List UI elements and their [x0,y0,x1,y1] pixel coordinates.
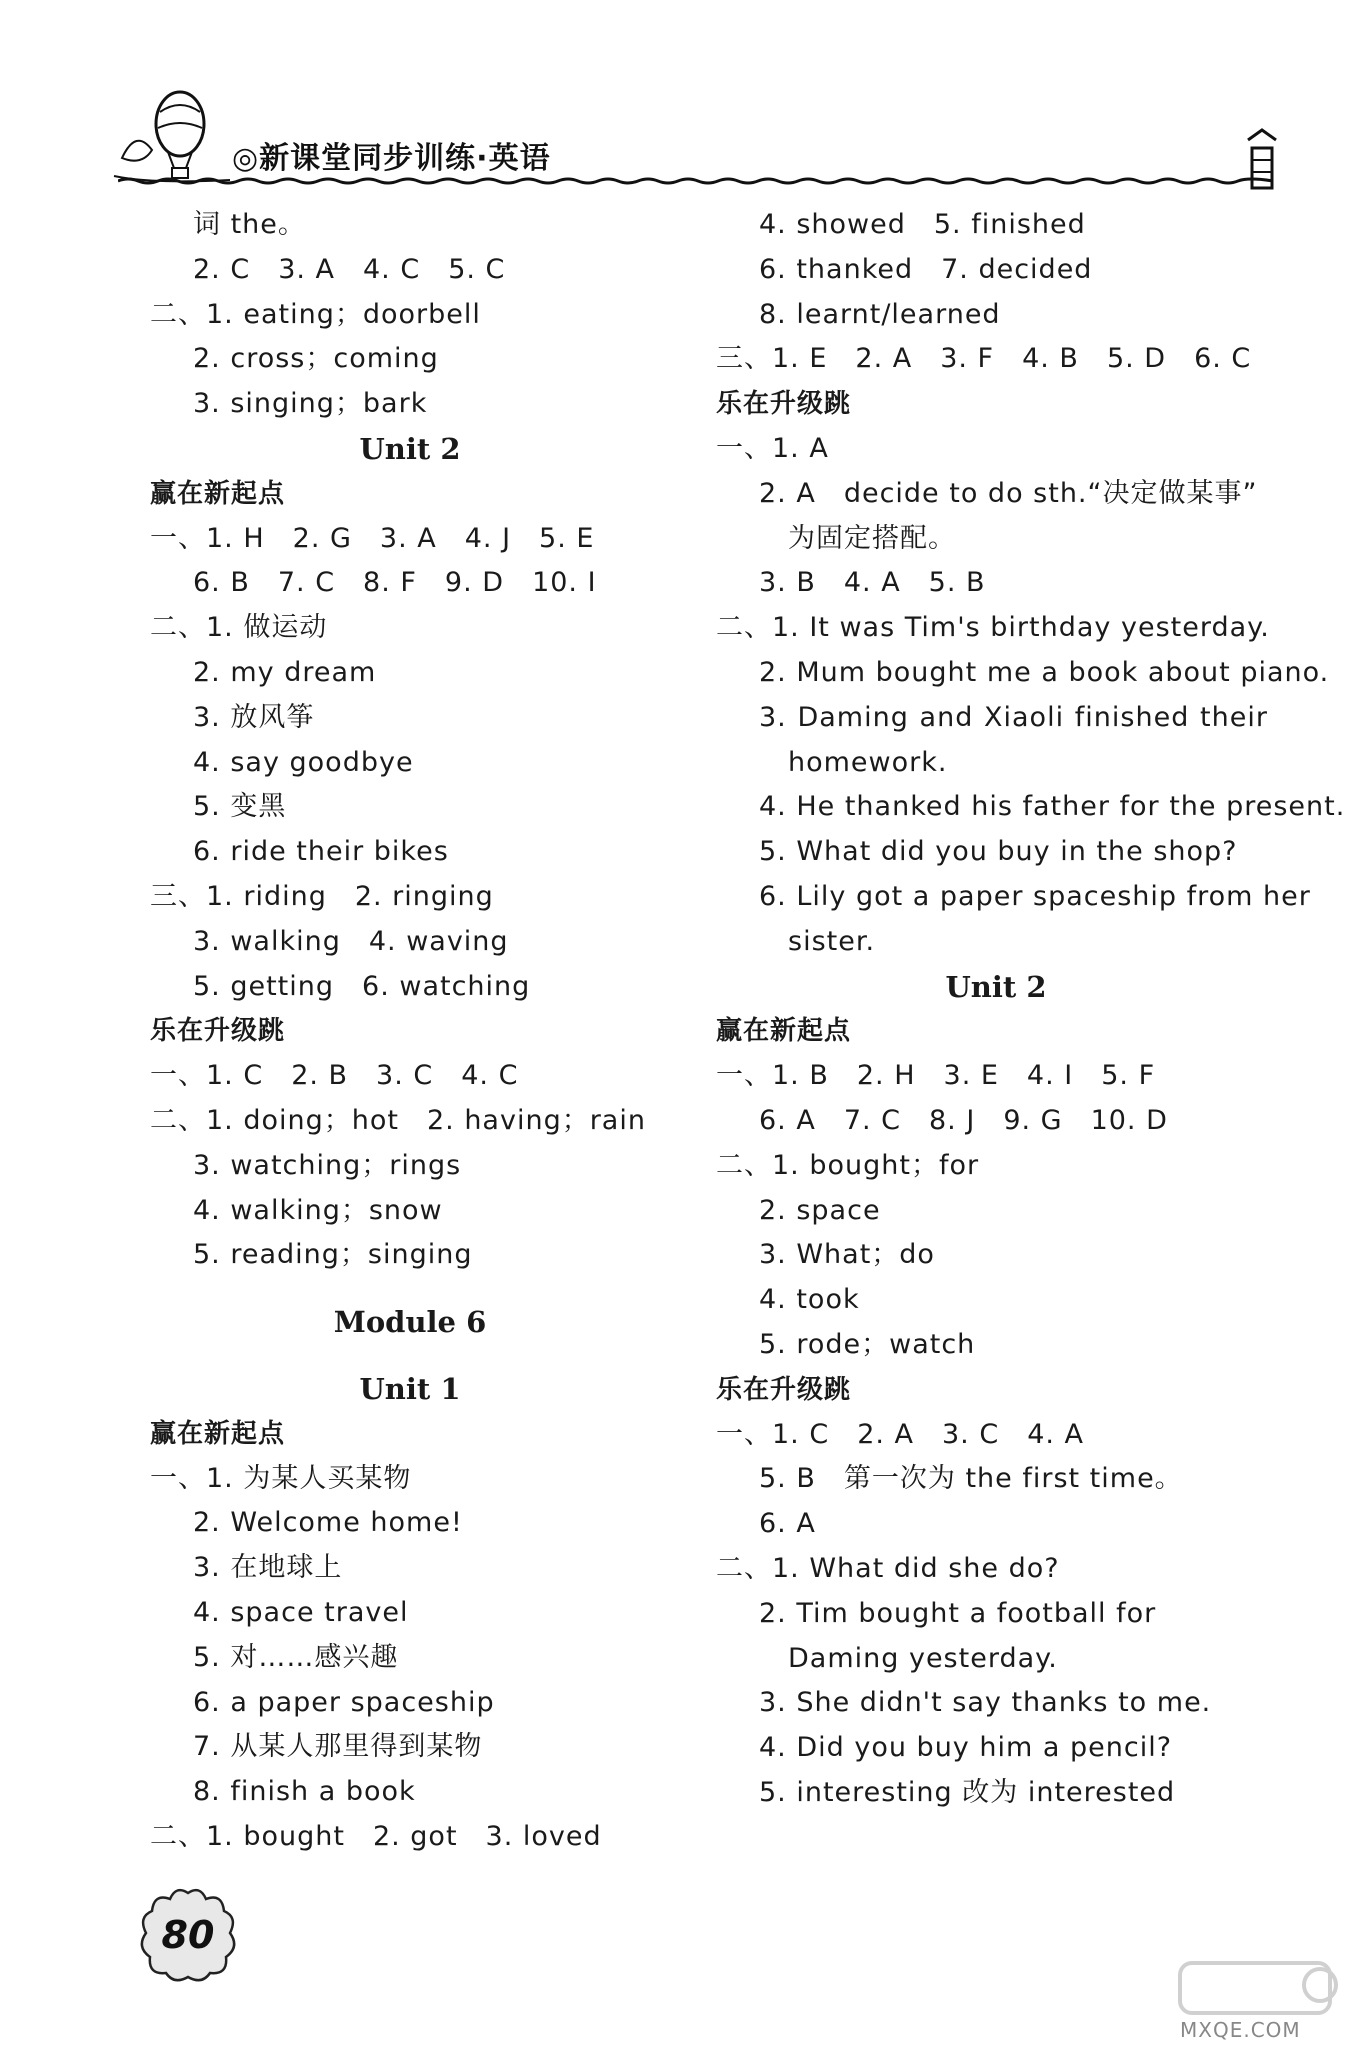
answer-line: 4. took [759,1284,860,1316]
answer-line: 5. reading；singing [193,1239,473,1271]
right-answer-column [716,203,1346,1816]
answer-line: 4. Did you buy him a pencil? [759,1732,1173,1764]
spacer [150,1278,670,1300]
answer-line: 5. 对……感兴趣 [193,1641,399,1673]
answer-line: 4. say goodbye [193,746,414,778]
answer-line: 3. watching；rings [193,1149,462,1181]
justified-word: Daming [797,701,909,733]
answer-line: 5. B 第一次为 the first time。 [759,1463,1183,1495]
answer-line: 3. 放风筝 [193,701,315,733]
answer-line: 6. A [759,1508,816,1540]
answer-line: 5. interesting 改为 interested [759,1776,1176,1808]
answer-line: 3. What；do [759,1239,935,1271]
watermark-text: MXQE.COM [1180,2018,1301,2042]
header-side-ornament [1242,128,1282,192]
answer-line: 4. showed 5. finished [759,209,1086,240]
answer-line: 3. walking 4. waving [193,925,509,957]
answer-line: 三、1. E 2. A 3. F 4. B 5. D 6. C [716,343,1252,375]
answer-line: 3. 在地球上 [193,1552,343,1584]
answer-line: 三、1. riding 2. ringing [150,880,494,912]
answer-line: 2. Welcome home! [193,1507,463,1539]
answer-line: 一、1. 为某人买某物 [150,1462,412,1494]
header-title: ◎新课堂同步训练·英语 [232,141,551,176]
answer-line: 2. Tim bought a football for [759,1597,1157,1629]
answer-line: 7. 从某人那里得到某物 [193,1731,483,1763]
section-label: 赢在新起点 [150,1418,286,1449]
section-label: 乐在升级跳 [716,1374,852,1405]
answer-line: 二、1. doing；hot 2. having；rain [150,1104,646,1136]
answer-line: 二、1. bought；for [716,1149,980,1181]
answer-line: 4. walking；snow [193,1194,443,1226]
answer-line: 3. B 4. A 5. B [759,567,986,599]
unit-heading: Unit 2 [359,431,461,466]
answer-line: 4. He thanked his father for the present. [759,791,1346,823]
answer-line: 2. cross；coming [193,343,439,375]
answer-line: 6. B 7. C 8. F 9. D 10. I [193,567,597,599]
answer-line: 2. Mum bought me a book about piano. [759,656,1330,688]
answer-line: 二、1. 做运动 [150,612,328,644]
answer-line: 2. C 3. A 4. C 5. C [193,253,506,285]
page-number-badge [138,1885,238,1985]
section-label: 乐在升级跳 [150,1016,286,1047]
justified-word: 3. [759,701,787,733]
unit-heading: Module 6 [333,1305,487,1340]
answer-line: 5. getting 6. watching [193,970,531,1002]
answer-line: sister. [788,925,876,957]
answer-line: 为固定搭配。 [788,522,956,554]
section-label: 赢在新起点 [716,1016,852,1047]
answer-line: 二、1. It was Tim's birthday yesterday. [716,612,1270,644]
answer-line: Daming yesterday. [788,1642,1058,1674]
answer-line: 4. space travel [193,1596,409,1628]
answer-line: 3. singing；bark [193,388,428,420]
answer-line: 2. space [759,1194,881,1226]
answer-line: 一、1. C 2. A 3. C 4. A [716,1418,1085,1450]
answer-line: 6. a paper spaceship [193,1686,495,1718]
justified-word: finished [1074,701,1190,733]
answer-line: 5. 变黑 [193,791,287,823]
answer-line: homework. [788,746,948,778]
answer-line: 一、1. H 2. G 3. A 4. J 5. E [150,522,595,554]
answer-line: 6. A 7. C 8. J 9. G 10. D [759,1104,1168,1136]
answer-line: 5. What did you buy in the shop? [759,836,1238,868]
left-answer-column [150,203,670,1860]
header-rule [118,175,1273,187]
answer-line: 一、1. C 2. B 3. C 4. C [150,1060,519,1092]
answer-line: 6. Lily got a paper spaceship from her [759,880,1311,912]
answer-line: 2. my dream [193,656,377,688]
unit-heading: Unit 1 [359,1371,461,1406]
answer-line: 3. She didn't say thanks to me. [759,1687,1212,1719]
answer-line [716,696,1276,741]
answer-line: 二、1. What did she do? [716,1552,1060,1584]
answer-line: 5. rode；watch [759,1328,976,1360]
section-label: 乐在升级跳 [716,389,852,420]
hot-air-balloon-icon [112,88,232,184]
answer-line: 二、1. bought 2. got 3. loved [150,1820,602,1852]
answer-line: 一、1. A [716,432,829,464]
section-label: 赢在新起点 [150,478,286,509]
page-number: 80 [161,1913,215,1957]
answer-line: 8. finish a book [193,1776,416,1808]
spacer [150,1345,670,1367]
answer-line: 6. thanked 7. decided [759,253,1093,285]
justified-word: Xiaoli [984,701,1065,733]
unit-heading: Unit 2 [945,969,1047,1004]
answer-line: 6. ride their bikes [193,836,449,868]
answer-line: 一、1. B 2. H 3. E 4. I 5. F [716,1060,1156,1092]
justified-word: their [1200,701,1268,733]
answer-line: 词 the。 [193,209,306,240]
answer-line: 二、1. eating；doorbell [150,298,481,330]
answer-line: 8. learnt/learned [759,298,1001,330]
justified-word: and [919,701,974,733]
page-header [0,0,1358,200]
answer-line: 2. A decide to do sth.“决定做某事” [759,477,1258,509]
